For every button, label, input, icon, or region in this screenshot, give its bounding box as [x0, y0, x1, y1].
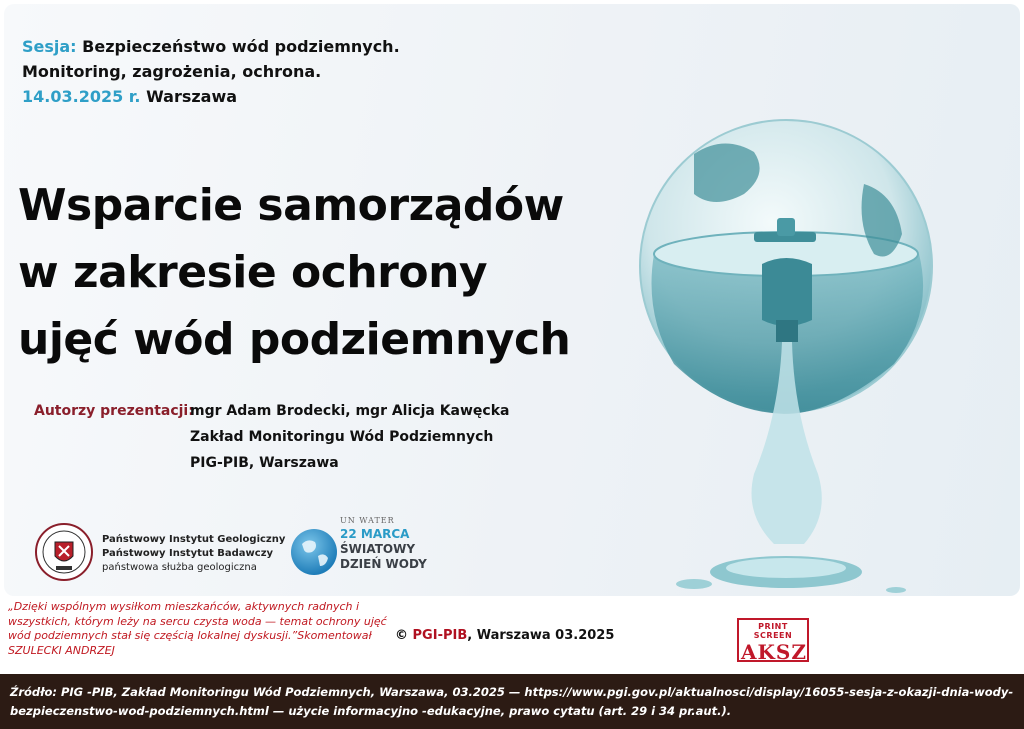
pig-line-3: państwowa służba geologiczna — [102, 562, 257, 573]
presentation-slide — [4, 4, 1020, 596]
session-line-1 — [22, 34, 400, 59]
comment-quote: „Dzięki wspólnym wysiłkom mieszkańców, aktywnych radnych i wszystkich, którym leży na sercu czysta woda — temat ochrony ujęć wód podziemnych stał się częścią lokalnej dyskusji.”Skomentował SZULECKI ANDRZEJ — [8, 600, 387, 657]
main-title-line-3: ujęć wód podziemnych — [18, 314, 571, 365]
main-title-line-1: Wsparcie samorządów — [18, 180, 564, 231]
stamp-main-text: AKSZ — [741, 640, 807, 664]
un-water-text — [340, 516, 427, 572]
session-title-1: Bezpieczeństwo wód podziemnych. — [82, 37, 400, 56]
pig-emblem-logo — [34, 522, 94, 582]
session-line-3 — [22, 84, 400, 109]
authors-details — [190, 398, 509, 476]
source-text: Źródło: PIG -PIB, Zakład Monitoringu Wód Podziemnych, Warszawa, 03.2025 — https://www.pgi.gov.pl/aktualnosci/display/16055-sesja-z-okazji-dnia-wody-bezpieczenstwo-wod-podziemnych.html — użycie informacyjno -edukacyjne, prawo cytatu (art. 29 i 34 pr.aut.). — [10, 685, 1014, 718]
main-title — [18, 172, 638, 373]
un-water-date: 22 MARCA — [340, 527, 410, 541]
water-globe-tap-illustration — [634, 114, 934, 596]
authors-institute: PIG-PIB, Warszawa — [190, 455, 339, 471]
pig-line-1: Państwowy Instytut Geologiczny — [102, 534, 286, 545]
un-water-line-1: ŚWIATOWY — [340, 542, 416, 556]
pig-logo-text — [102, 533, 285, 575]
copyright-brand: PGI-PIB — [412, 628, 468, 643]
session-date: 14.03.2025 r. — [22, 87, 141, 106]
copyright-rest: , Warszawa 03.2025 — [467, 628, 615, 643]
un-water-line-2: DZIEŃ WODY — [340, 557, 427, 571]
stamp-top-text: PRINT SCREEN — [753, 622, 793, 640]
un-water-globe-logo — [288, 522, 342, 578]
authors-label: Autorzy prezentacji: — [34, 403, 194, 419]
session-title-2: Monitoring, zagrożenia, ochrona. — [22, 62, 322, 81]
print-screen-stamp — [737, 618, 809, 662]
pig-line-2: Państwowy Instytut Badawczy — [102, 548, 274, 559]
authors-names: mgr Adam Brodecki, mgr Alicja Kawęcka — [190, 403, 510, 419]
session-info — [22, 34, 400, 109]
authors-department: Zakład Monitoringu Wód Podziemnych — [190, 429, 494, 445]
copyright-symbol: © — [395, 628, 408, 643]
copyright-line — [395, 628, 614, 643]
source-attribution-bar — [0, 674, 1024, 729]
un-water-brand: UN WATER — [340, 516, 395, 525]
session-city: Warszawa — [146, 87, 238, 106]
main-title-line-2: w zakresie ochrony — [18, 247, 488, 298]
session-label: Sesja: — [22, 37, 77, 56]
